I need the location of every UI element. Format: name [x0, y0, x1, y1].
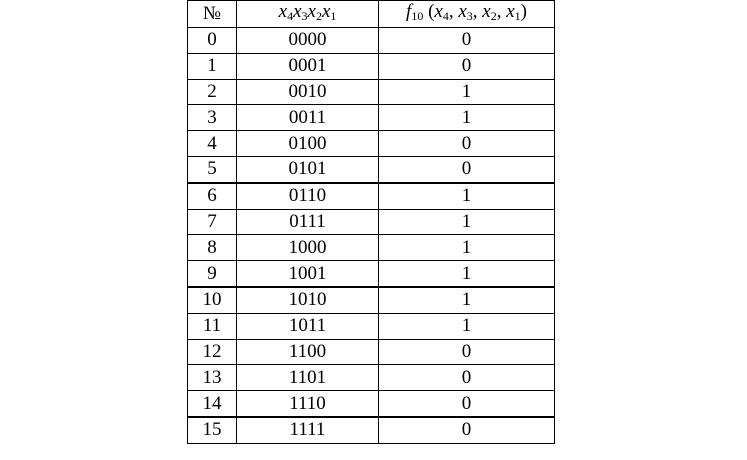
row-number: 14 [188, 391, 237, 417]
header-row [188, 1, 555, 28]
header-bits-var: x [293, 1, 302, 22]
row-bits: 1000 [237, 235, 379, 261]
table-row [188, 365, 555, 391]
truth-table [187, 0, 555, 444]
function-arg-sub: 2 [490, 9, 497, 23]
table-row [188, 391, 555, 417]
row-value: 0 [379, 53, 555, 79]
row-bits: 0011 [237, 105, 379, 131]
row-value: 1 [379, 287, 555, 313]
row-bits: 1011 [237, 313, 379, 339]
function-close-paren: ) [520, 1, 527, 22]
function-separator: , [472, 1, 483, 22]
table-row [188, 417, 555, 443]
row-bits: 0111 [237, 209, 379, 235]
row-number: 0 [188, 28, 237, 54]
table-row [188, 105, 555, 131]
row-value: 0 [379, 365, 555, 391]
row-value: 0 [379, 156, 555, 182]
header-bits-var: x [307, 1, 316, 22]
header-bits-sub: 4 [287, 9, 294, 23]
table-row [188, 131, 555, 157]
function-arg-sub: 4 [442, 9, 449, 23]
row-value: 0 [379, 417, 555, 443]
row-bits: 0101 [237, 156, 379, 182]
row-bits: 0110 [237, 183, 379, 209]
row-value: 1 [379, 235, 555, 261]
header-number: № [188, 1, 237, 28]
table-row [188, 235, 555, 261]
row-number: 3 [188, 105, 237, 131]
header-bits-sub: 2 [315, 9, 322, 23]
row-number: 13 [188, 365, 237, 391]
row-value: 1 [379, 209, 555, 235]
table-row [188, 313, 555, 339]
row-bits: 0001 [237, 53, 379, 79]
table-body [188, 28, 555, 444]
header-function [379, 1, 555, 28]
function-arg: x [434, 1, 443, 22]
header-bits-sub: 1 [330, 9, 337, 23]
row-value: 1 [379, 261, 555, 287]
row-value: 1 [379, 105, 555, 131]
row-number: 1 [188, 53, 237, 79]
function-separator: , [496, 1, 507, 22]
function-sub: 10 [411, 9, 424, 23]
function-open-paren: ( [423, 1, 435, 22]
row-bits: 1100 [237, 339, 379, 365]
row-value: 1 [379, 79, 555, 105]
table-row [188, 53, 555, 79]
row-bits: 1111 [237, 417, 379, 443]
row-value: 0 [379, 391, 555, 417]
row-number: 2 [188, 79, 237, 105]
row-value: 0 [379, 28, 555, 54]
row-number: 4 [188, 131, 237, 157]
row-bits: 1110 [237, 391, 379, 417]
table-row [188, 287, 555, 313]
table-row [188, 183, 555, 209]
row-bits: 1010 [237, 287, 379, 313]
row-number: 11 [188, 313, 237, 339]
function-arg: x [506, 1, 515, 22]
row-bits: 1001 [237, 261, 379, 287]
function-arg-sub: 3 [466, 9, 473, 23]
table-row [188, 339, 555, 365]
row-number: 10 [188, 287, 237, 313]
row-bits: 0000 [237, 28, 379, 54]
row-number: 15 [188, 417, 237, 443]
table-row [188, 261, 555, 287]
function-separator: , [448, 1, 459, 22]
row-number: 9 [188, 261, 237, 287]
header-bits-var: x [321, 1, 331, 22]
header-bits [237, 1, 379, 28]
row-number: 7 [188, 209, 237, 235]
function-arg: x [458, 1, 467, 22]
row-bits: 0100 [237, 131, 379, 157]
function-name: f [406, 1, 412, 22]
table-row [188, 79, 555, 105]
row-value: 1 [379, 313, 555, 339]
row-bits: 1101 [237, 365, 379, 391]
row-value: 0 [379, 131, 555, 157]
row-value: 1 [379, 183, 555, 209]
function-arg-sub: 1 [514, 9, 521, 23]
function-arg: x [482, 1, 491, 22]
row-number: 12 [188, 339, 237, 365]
row-bits: 0010 [237, 79, 379, 105]
row-value: 0 [379, 339, 555, 365]
row-number: 6 [188, 183, 237, 209]
header-bits-sub: 3 [301, 9, 308, 23]
row-number: 8 [188, 235, 237, 261]
header-bits-var: x [278, 1, 288, 22]
table-row [188, 28, 555, 54]
row-number: 5 [188, 156, 237, 182]
table-row [188, 156, 555, 182]
table-row [188, 209, 555, 235]
